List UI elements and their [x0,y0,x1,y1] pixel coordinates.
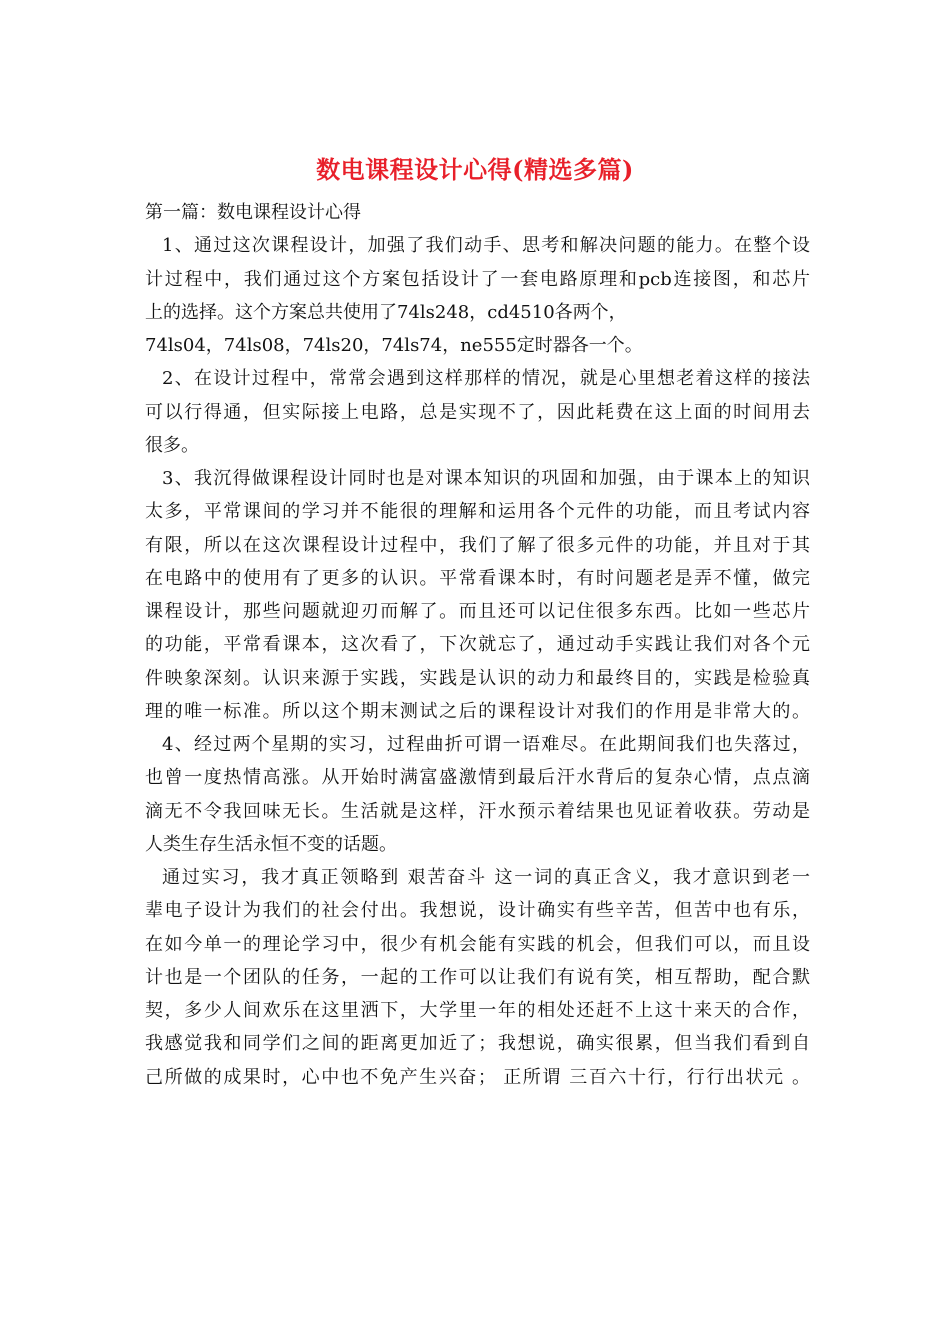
text-line: 4、经过两个星期的实习，过程曲折可谓一语难尽。在此期间我们也失落过， [162,734,810,755]
text-line: 2、在设计过程中，常常会遇到这样那样的情况，就是心里想老着这样的接法 [162,368,810,390]
text-line: 辈电子设计为我们的社会付出。我想说，设计确实有些辛苦，但苦中也有乐， [145,900,810,922]
text-line: 3、我沉得做课程设计同时也是对课本知识的巩固和加强，由于课本上的知识 [162,468,810,489]
section-heading: 第一篇：数电课程设计心得 [145,202,361,223]
text-line: 也曾一度热情高涨。从开始时满富盛激情到最后汗水背后的复杂心情，点点滴 [145,767,810,789]
text-line: 人类生存生活永恒不变的话题。 [145,833,397,855]
text-line: 在电路中的使用有了更多的认识。平常看课本时，有时问题老是弄不懂，做完 [145,567,810,589]
text-line: 太多，平常课间的学习并不能很的理解和运用各个元件的功能，而且考试内容 [145,501,810,523]
text-line: 己所做的成果时，心中也不免产生兴奋； 正所谓 三百六十行，行行出状元 。 [145,1066,810,1088]
document-body [145,196,810,1094]
text-line: 上的选择。这个方案总共使用了74ls248，cd4510各两个， [145,301,627,323]
text-line: 滴无不令我回味无长。生活就是这样，汗水预示着结果也见证着收获。劳动是 [145,800,810,822]
text-line: 有限，所以在这次课程设计过程中，我们了解了很多元件的功能，并且对于其 [145,534,810,556]
text-line: 课程设计，那些问题就迎刃而解了。而且还可以记住很多东西。比如一些芯片 [145,601,810,622]
text-line: 通过实习，我才真正领略到 艰苦奋斗 这一词的真正含义，我才意识到老一 [162,867,810,888]
text-line: 理的唯一标准。所以这个期末测试之后的课程设计对我们的作用是非常大的。 [145,700,810,722]
text-line: 件映象深刻。认识来源于实践，实践是认识的动力和最终目的，实践是检验真 [145,667,810,689]
text-line: 计过程中，我们通过这个方案包括设计了一套电路原理和pcb连接图，和芯片 [145,268,810,290]
document-title: 数电课程设计心得(精选多篇) [316,155,634,184]
text-line: 很多。 [145,434,199,456]
text-line: 在如今单一的理论学习中，很少有机会能有实践的机会，但我们可以，而且设 [145,933,810,955]
text-line: 可以行得通，但实际接上电路，总是实现不了，因此耗费在这上面的时间用去 [145,401,810,423]
text-line: 74ls04，74ls08，74ls20，74ls74，ne555定时器各一个。 [145,335,643,356]
text-line: 契，多少人间欢乐在这里洒下，大学里一年的相处还赶不上这十来天的合作， [145,1000,810,1021]
text-line: 的功能，平常看课本，这次看了，下次就忘了，通过动手实践让我们对各个元 [145,634,810,656]
text-line: 1、通过这次课程设计，加强了我们动手、思考和解决问题的能力。在整个设 [162,235,810,257]
text-line: 计也是一个团队的任务，一起的工作可以让我们有说有笑，相互帮助，配合默 [145,966,810,988]
text-line: 我感觉我和同学们之间的距离更加近了；我想说，确实很累，但当我们看到自 [145,1033,810,1055]
